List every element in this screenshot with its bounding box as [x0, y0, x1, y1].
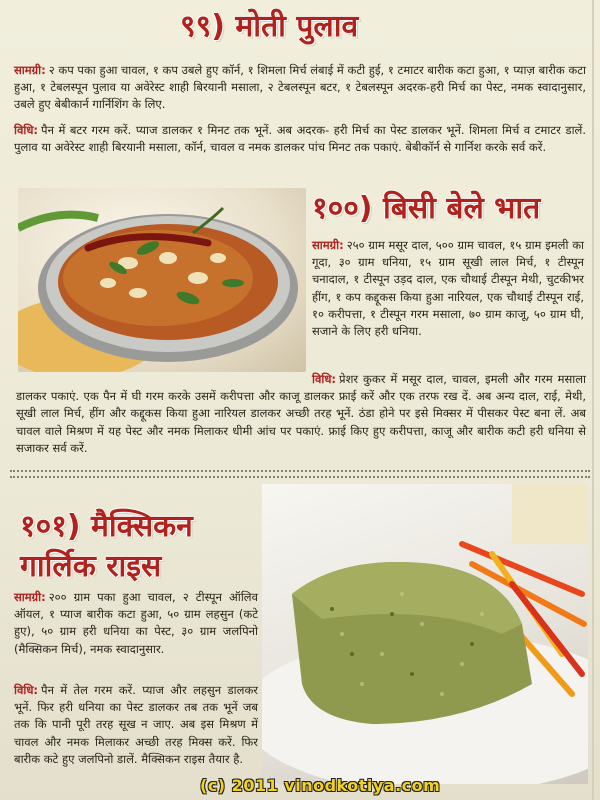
- ingredients-label: सामग्री:: [14, 63, 46, 77]
- bowl-illustration: [18, 188, 306, 372]
- garlic-rice-photo: [262, 484, 588, 784]
- method-label: विधि:: [14, 123, 39, 137]
- recipe-99-title: ९९) मोती पुलाव: [180, 9, 359, 44]
- page-edge: [592, 0, 594, 800]
- method-label: विधि:: [312, 372, 337, 386]
- recipe-99-method: [14, 122, 586, 156]
- recipe-100-title: १००) बिसी बेले भात: [312, 191, 541, 226]
- recipe-100-method: [16, 371, 586, 457]
- section-divider: [10, 470, 590, 472]
- bisi-bele-bhaat-photo: [18, 188, 306, 372]
- method-label: विधि:: [14, 683, 39, 697]
- ingredients-text: २५० ग्राम मसूर दाल, ५०० ग्राम चावल, १५ ग्राम इमली का गूदा, ३० ग्राम धनिया, १५ ग्राम सूखी लाल मिर्च, १ टीस्पून चनादाल, १ टीस्पून उड़द दाल, एक चौथाई टीस्पून मेथी, चुटकीभर हींग, १ कप कद्दूकस किया हुआ नारियल, एक चौथाई टीस्पून राई, १० करीपत्ता, १ टीस्पून गरम मसाला, ७० ग्राम काजू, ५० ग्राम घी, सजाने के लिए हरी धनिया.: [312, 238, 584, 339]
- rice-plate-illustration: [262, 484, 588, 784]
- recipe-101-ingredients: [14, 589, 258, 658]
- ingredients-text: २ कप पका हुआ चावल, १ कप उबले हुए कॉर्न, १ शिमला मिर्च लंबाई में कटी हुई, १ टमाटर बारीक कटा हुआ, १ प्याज़ बारीक कटा हुआ, १ टेबलस्पून पुलाव या अवेरेस्ट शाही बिरयानी मसाला, २ टेबलस्पून बटर, १ टेबलस्पून अदरक-हरी मिर्च का पेस्ट, नमक स्वादानुसार, उबले हुए बेबीकार्न गार्निशिंग के लिए.: [14, 63, 586, 112]
- recipe-100-ingredients: [312, 237, 584, 340]
- recipe-101-title-line1: १०१) मैक्सिकन: [20, 509, 193, 544]
- method-text: पैन में तेल गरम करें. प्याज और लहसुन डालकर भूनें. फिर हरी धनिया का पेस्ट डालकर तब तक भूनें जब तक कि पानी पूरी तरह सूख न जाए. अब इस मिश्रण में चावल और नमक मिलाकर अच्छी तरह मिक्स करें. फिर बारीक कटे हुए जलपिनो डालें. मैक्सिकन राइस तैयार है.: [14, 683, 258, 766]
- recipe-101-method: [14, 682, 258, 768]
- ingredients-text: २०० ग्राम पका हुआ चावल, २ टीस्पून ऑलिव ऑयल, १ प्याज बारीक कटा हुआ, ५० ग्राम लहसुन (कटे हुए), ५० ग्राम हरी धनिया का पेस्ट, ३० ग्राम जलपिनो (मैक्सिकन मिर्च), नमक स्वादानुसार.: [14, 590, 258, 656]
- ingredients-label: सामग्री:: [312, 238, 344, 252]
- method-text: प्रेशर कुकर में मसूर दाल, चावल, इमली और गरम मसाला डालकर पकाएं. एक पैन में घी गरम करके उसमें करीपत्ता और काजू डालकर फ्राई करें और एक तरफ रख दें. अब अन्य दाल, राई, मेथी, सूखी लाल मिर्च, हींग और कद्दूकस किया हुआ नारियल डालकर अच्छी तरह भूनें. ठंडा होने पर इसे मिक्सर में पीसकर पेस्ट बना लें. अब चावल वाले मिश्रण में यह पेस्ट और नमक मिलाकर धीमी आंच पर पकाएं. फ्राई किए हुए करीपत्ता, काजू और बारीक कटी हरी धनिया से सजाकर सर्व करें.: [16, 372, 586, 455]
- recipe-101-title-line2: गार्लिक राइस: [20, 549, 162, 584]
- copyright-watermark: (c) 2011 vinodkotiya.com: [200, 776, 441, 795]
- ingredients-label: सामग्री:: [14, 590, 46, 604]
- recipe-99-ingredients: [14, 62, 586, 114]
- method-text: पैन में बटर गरम करें. प्याज डालकर १ मिनट तक भूनें. अब अदरक- हरी मिर्च का पेस्ट डालकर भूनें. शिमला मिर्च व टमाटर डालें. पुलाव या अवेरेस्ट शाही बिरयानी मसाला, कॉर्न, चावल व नमक डालकर पांच मिनट तक पकाएं. बेबीकॉर्न से गार्निश करके सर्व करें.: [14, 123, 586, 155]
- section-divider: [10, 476, 590, 478]
